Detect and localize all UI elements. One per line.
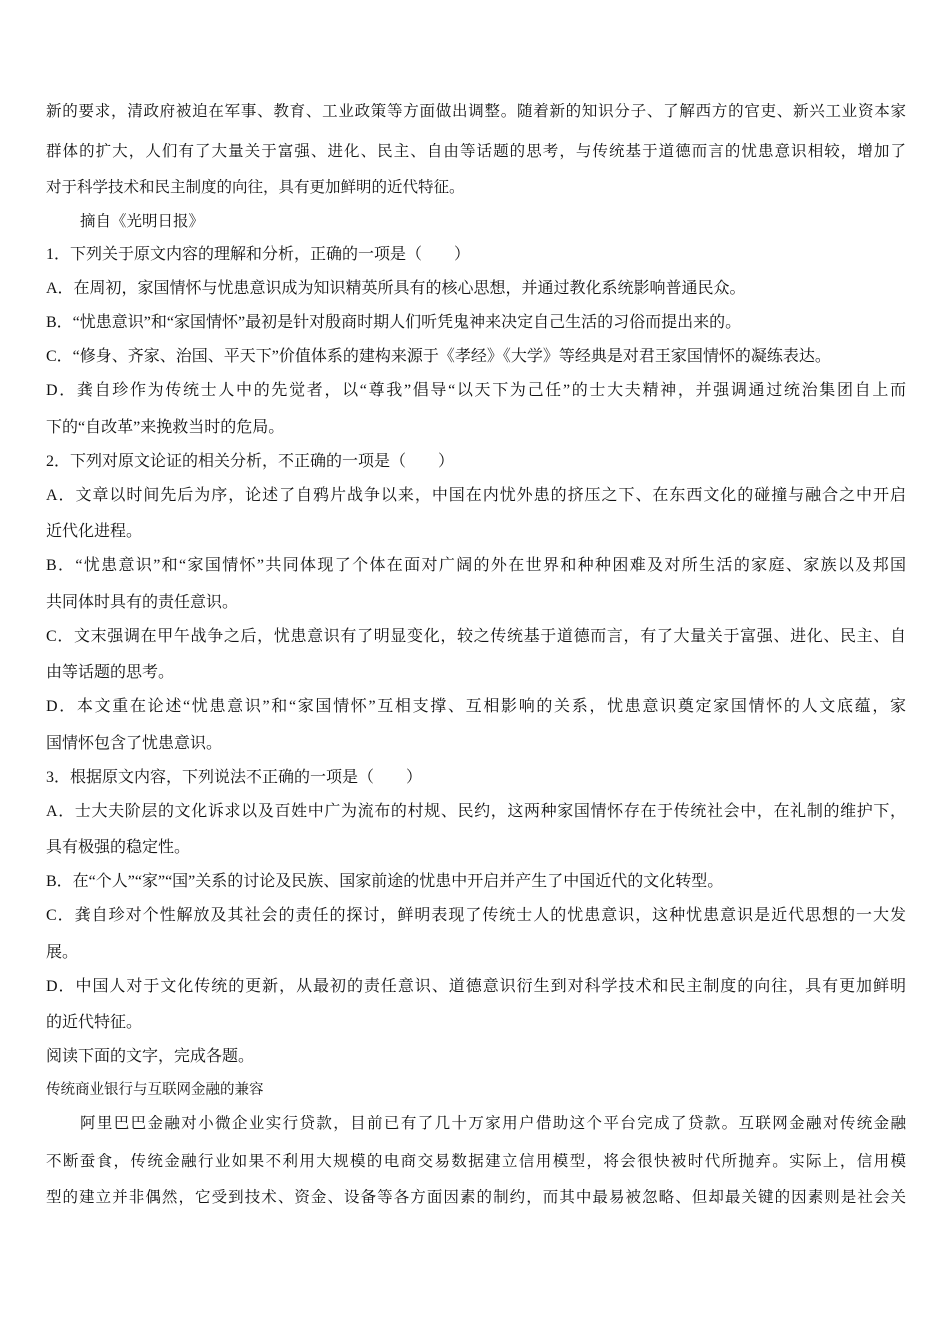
question-2-option-a: A．文章以时间先后为序，论述了自鸦片战争以来，中国在内忧外患的挤压之下、在东西文化的碰撞与融合之中开启 <box>46 487 906 504</box>
passage2-line: 型的建立并非偶然，它受到技术、资金、设备等各方面因素的制约，而其中最易被忽略、但却最关键的因素则是社会关 <box>46 1188 906 1206</box>
passage2-line: 不断蚕食，传统金融行业如果不利用大规模的电商交易数据建立信用模型，将会很快被时代所抛弃。实际上，信用模 <box>46 1152 906 1170</box>
question-1-option-d: D．龚自珍作为传统士人中的先觉者，以“尊我”倡导“以天下为己任”的士大夫精神，并强调通过统治集团自上而 <box>46 382 906 399</box>
question-3-option-a: A．士大夫阶层的文化诉求以及百姓中广为流布的村规、民约，这两种家国情怀存在于传统社会中，在礼制的维护下， <box>46 803 906 820</box>
passage2-line: 阿里巴巴金融对小微企业实行贷款，目前已有了几十万家用户借助这个平台完成了贷款。互联网金融对传统金融 <box>80 1114 906 1132</box>
question-2-option-b-cont: 共同体时具有的责任意识。 <box>46 594 239 611</box>
question-2-stem: 2．下列对原文论证的相关分析，不正确的一项是（ ） <box>46 453 455 470</box>
question-2-option-c: C．文末强调在甲午战争之后，忧患意识有了明显变化，较之传统基于道德而言，有了大量关于富强、进化、民主、自 <box>46 628 906 645</box>
question-3-option-a-cont: 具有极强的稳定性。 <box>46 839 191 856</box>
passage2-title: 传统商业银行与互联网金融的兼容 <box>46 1082 264 1098</box>
passage1-line: 新的要求，清政府被迫在军事、教育、工业政策等方面做出调整。随着新的知识分子、了解西方的官吏、新兴工业资本家 <box>46 102 906 120</box>
question-2-option-d-cont: 国情怀包含了忧患意识。 <box>46 735 223 752</box>
question-3-option-c: C．龚自珍对个性解放及其社会的责任的探讨，鲜明表现了传统士人的忧患意识，这种忧患意识是近代思想的一大发 <box>46 907 906 924</box>
passage1-line: 对于科学技术和民主制度的向往，具有更加鲜明的近代特征。 <box>46 178 465 196</box>
question-3-option-c-cont: 展。 <box>46 944 79 961</box>
question-2-option-c-cont: 由等话题的思考。 <box>46 664 175 681</box>
passage2-instruction: 阅读下面的文字，完成各题。 <box>46 1048 255 1065</box>
question-2-option-b: B．“忧患意识”和“家国情怀”共同体现了个体在面对广阔的外在世界和种种困难及对所生活的家庭、家族以及邦国 <box>46 557 906 574</box>
question-3-stem: 3．根据原文内容，下列说法不正确的一项是（ ） <box>46 769 423 786</box>
passage1-source: 摘自《光明日报》 <box>80 212 205 230</box>
passage1-line: 群体的扩大，人们有了大量关于富强、进化、民主、自由等话题的思考，与传统基于道德而言的忧患意识相较，增加了 <box>46 142 906 160</box>
question-1-option-b: B．“忧患意识”和“家国情怀”最初是针对殷商时期人们听凭鬼神来决定自己生活的习俗而提出来的。 <box>46 314 742 331</box>
question-1-option-d-cont: 下的“自改革”来挽救当时的危局。 <box>46 419 285 436</box>
question-3-option-b: B．在“个人”“家”“国”关系的讨论及民族、国家前途的忧患中开启并产生了中国近代的文化转型。 <box>46 873 724 890</box>
question-2-option-a-cont: 近代化进程。 <box>46 523 143 540</box>
question-2-option-d: D．本文重在论述“忧患意识”和“家国情怀”互相支撑、互相影响的关系，忧患意识奠定家国情怀的人文底蕴，家 <box>46 698 906 715</box>
question-1-stem: 1．下列关于原文内容的理解和分析，正确的一项是（ ） <box>46 246 471 263</box>
question-1-option-c: C．“修身、齐家、治国、平天下”价值体系的建构来源于《孝经》《大学》等经典是对君王家国情怀的凝练表达。 <box>46 348 831 365</box>
question-1-option-a: A．在周初，家国情怀与忧患意识成为知识精英所具有的核心思想，并通过教化系统影响普通民众。 <box>46 280 746 297</box>
question-3-option-d: D．中国人对于文化传统的更新，从最初的责任意识、道德意识衍生到对科学技术和民主制度的向往，具有更加鲜明 <box>46 978 906 995</box>
question-3-option-d-cont: 的近代特征。 <box>46 1014 143 1031</box>
